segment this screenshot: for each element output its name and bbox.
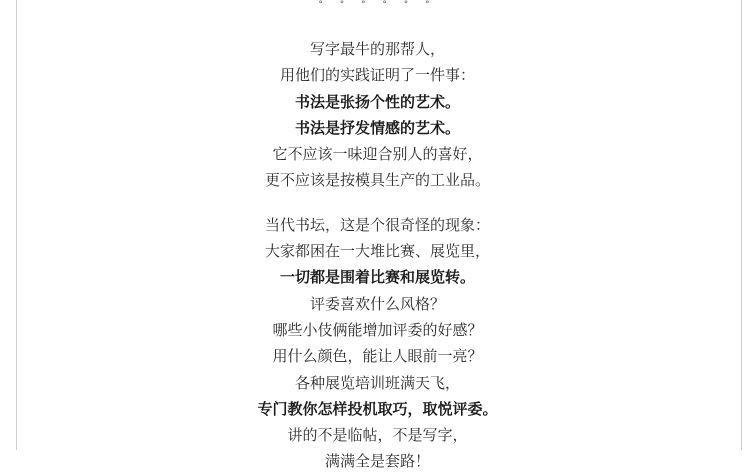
article-body (0, 36, 755, 475)
dots-divider: ° ° ° ° ° ° (318, 0, 437, 10)
emphasis-line: 专门教你怎样投机取巧，取悦评委。 (257, 399, 498, 418)
text-line: 讲的不是临帖，不是写字， (287, 426, 468, 445)
paragraph-1 (0, 36, 755, 194)
text-line: 写字最牛的那帮人， (309, 40, 445, 58)
text-line: 评委喜欢什么风格？ (309, 294, 445, 313)
text-line: 满满全是套路！ (324, 452, 430, 471)
emphasis-line: 书法是抒发情感的艺术。 (294, 118, 460, 137)
text-line: 它不应该一味迎合别人的喜好， (272, 145, 483, 164)
paragraph-gap (0, 194, 755, 212)
emphasis-line: 一切都是围着比赛和展览转。 (279, 268, 475, 287)
text-line: 更不应该是按模具生产的工业品。 (264, 171, 490, 190)
text-line: 哪些小伎俩能增加评委的好感？ (272, 320, 483, 339)
text-line: 用他们的实践证明了一件事： (279, 66, 475, 85)
text-line: 当代书坛，这是个很奇怪的现象： (264, 215, 490, 234)
emphasis-line: 书法是张扬个性的艺术。 (294, 92, 460, 111)
paragraph-2 (0, 212, 755, 475)
text-line: 各种展览培训班满天飞， (294, 373, 460, 392)
text-line: 用什么颜色，能让人眼前一亮？ (272, 347, 483, 366)
text-line: 大家都困在一大堆比赛、展览里， (264, 242, 490, 261)
